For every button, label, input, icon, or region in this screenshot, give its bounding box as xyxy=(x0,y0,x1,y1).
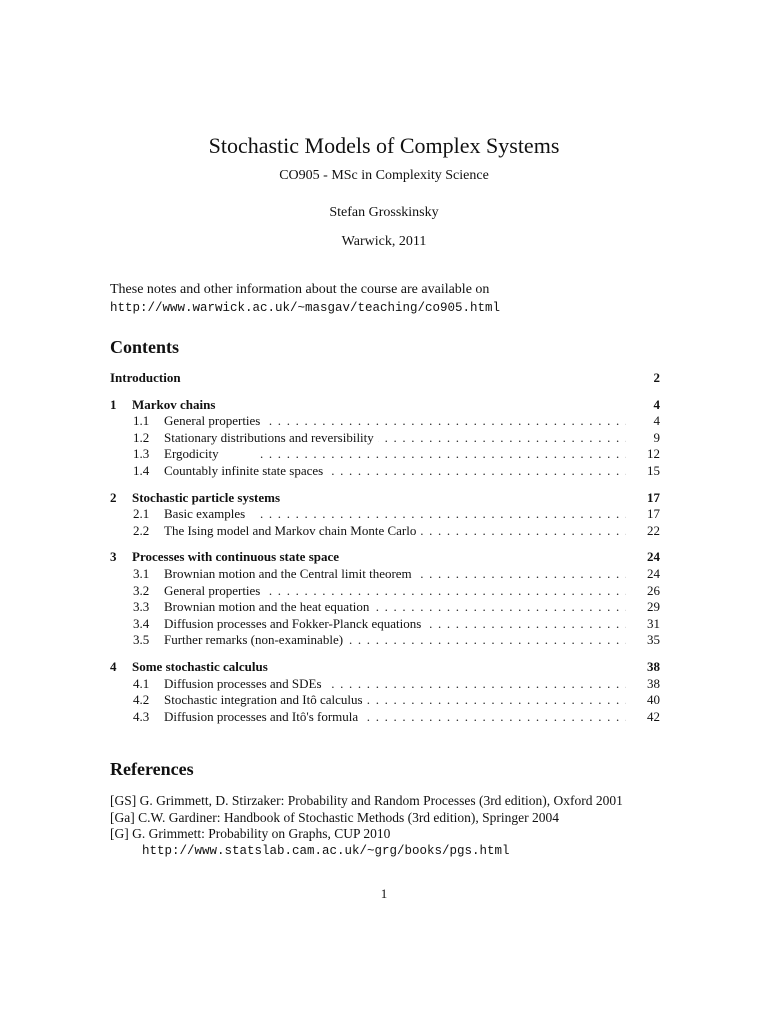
toc-number: 1.3 xyxy=(133,446,150,462)
toc-chapter-block xyxy=(110,659,660,725)
toc-intro-block xyxy=(110,370,660,387)
toc-section-entry[interactable] xyxy=(110,506,660,523)
toc-page: 38 xyxy=(639,676,660,693)
toc-number: 4 xyxy=(110,658,117,674)
toc-section-entry[interactable] xyxy=(110,463,660,480)
toc-number: 1.4 xyxy=(133,462,150,478)
reference-item: [GS] G. Grimmett, D. Stirzaker: Probability and Random Processes (3rd edition), Oxford 2001 xyxy=(110,793,623,808)
toc-label: Countably infinite state spaces xyxy=(164,463,327,480)
toc-label: General properties xyxy=(164,583,264,600)
author: Stefan Grosskinsky xyxy=(329,205,439,220)
toc-label: Basic examples xyxy=(164,506,249,523)
toc-section-entry[interactable] xyxy=(110,523,660,540)
toc-label: General properties xyxy=(164,413,264,430)
toc-label: Brownian motion and the Central limit theorem xyxy=(164,566,416,583)
toc-page: 15 xyxy=(639,463,660,480)
availability-text: These notes and other information about the course are available on xyxy=(110,282,490,297)
page-number: 1 xyxy=(380,886,388,901)
toc-label: Ergodicity xyxy=(164,446,223,463)
reference-item: [G] G. Grimmett: Probability on Graphs, CUP 2010 xyxy=(110,826,391,841)
toc-number: 3.5 xyxy=(133,632,150,648)
toc-number: 2.2 xyxy=(133,522,150,538)
toc-section-entry[interactable] xyxy=(110,709,660,726)
toc-page: 12 xyxy=(639,446,660,463)
toc-section-entry[interactable] xyxy=(110,413,660,430)
toc-number: 1.2 xyxy=(133,429,150,445)
toc-label: Markov chains xyxy=(132,397,219,414)
toc-number: 3.3 xyxy=(133,599,150,615)
toc-chapter-entry[interactable] xyxy=(110,549,660,566)
toc-leader-dots xyxy=(260,506,626,523)
toc-page: 24 xyxy=(639,549,660,566)
toc-page: 17 xyxy=(639,506,660,523)
toc-chapters xyxy=(110,397,660,726)
toc-section-entry[interactable] xyxy=(110,632,660,649)
course-subtitle: CO905 - MSc in Complexity Science xyxy=(279,168,489,183)
toc-chapter-block xyxy=(110,490,660,540)
table-of-contents xyxy=(110,370,660,735)
toc-leader-dots xyxy=(260,446,626,463)
toc-number: 1 xyxy=(110,396,117,412)
toc-page: 2 xyxy=(646,370,661,387)
toc-label: Stationary distributions and reversibility xyxy=(164,430,378,447)
toc-number: 4.1 xyxy=(133,675,150,691)
toc-section-entry[interactable] xyxy=(110,566,660,583)
toc-number: 3.2 xyxy=(133,582,150,598)
toc-label: The Ising model and Markov chain Monte Carlo xyxy=(164,523,420,540)
reference-url-link[interactable]: http://www.statslab.cam.ac.uk/~grg/books/pgs.html xyxy=(142,843,510,858)
toc-section-entry[interactable] xyxy=(110,692,660,709)
place-date: Warwick, 2011 xyxy=(341,234,427,249)
toc-label: Diffusion processes and SDEs xyxy=(164,676,326,693)
toc-label: Diffusion processes and Itô's formula xyxy=(164,709,362,726)
toc-page: 42 xyxy=(639,709,660,726)
toc-section-entry[interactable] xyxy=(110,676,660,693)
contents-heading: Contents xyxy=(110,337,180,357)
document-title: Stochastic Models of Complex Systems xyxy=(208,133,560,158)
references-heading: References xyxy=(110,759,194,779)
toc-label: Further remarks (non-examinable) xyxy=(164,632,347,649)
toc-section-entry[interactable] xyxy=(110,616,660,633)
toc-chapter-block xyxy=(110,549,660,649)
toc-leader-dots xyxy=(260,583,626,600)
toc-page: 26 xyxy=(639,583,660,600)
toc-number: 2 xyxy=(110,489,117,505)
toc-page: 9 xyxy=(646,430,661,447)
toc-chapter-entry[interactable] xyxy=(110,397,660,414)
toc-chapter-block xyxy=(110,397,660,480)
toc-label: Stochastic integration and Itô calculus xyxy=(164,692,367,709)
toc-entry-introduction[interactable] xyxy=(110,370,660,387)
toc-section-entry[interactable] xyxy=(110,599,660,616)
toc-number: 2.1 xyxy=(133,506,150,522)
toc-section-entry[interactable] xyxy=(110,430,660,447)
reference-item: [Ga] C.W. Gardiner: Handbook of Stochastic Methods (3rd edition), Springer 2004 xyxy=(110,809,560,825)
availability-note xyxy=(110,281,500,317)
toc-chapter-entry[interactable] xyxy=(110,659,660,676)
references-list xyxy=(110,793,623,859)
toc-number: 4.2 xyxy=(133,692,150,708)
toc-label: Processes with continuous state space xyxy=(132,549,343,566)
toc-label: Some stochastic calculus xyxy=(132,659,272,676)
toc-number: 1.1 xyxy=(133,413,150,429)
toc-leader-dots xyxy=(260,413,626,430)
toc-page: 31 xyxy=(639,616,660,633)
course-url-link[interactable]: http://www.warwick.ac.uk/~masgav/teaching/co905.html xyxy=(110,301,501,315)
toc-page: 4 xyxy=(646,397,661,414)
toc-page: 35 xyxy=(639,632,660,649)
toc-section-entry[interactable] xyxy=(110,583,660,600)
toc-number: 4.3 xyxy=(133,708,150,724)
toc-page: 38 xyxy=(639,659,660,676)
toc-label: Stochastic particle systems xyxy=(132,490,284,507)
toc-page: 4 xyxy=(646,413,661,430)
toc-chapter-entry[interactable] xyxy=(110,490,660,507)
toc-number: 3.1 xyxy=(133,565,150,581)
toc-page: 24 xyxy=(639,566,660,583)
toc-page: 29 xyxy=(639,599,660,616)
toc-page: 22 xyxy=(639,523,660,540)
toc-page: 17 xyxy=(639,490,660,507)
toc-label: Brownian motion and the heat equation xyxy=(164,599,373,616)
toc-section-entry[interactable] xyxy=(110,446,660,463)
toc-page: 40 xyxy=(639,692,660,709)
toc-number: 3.4 xyxy=(133,615,150,631)
toc-label: Introduction xyxy=(110,370,185,387)
toc-number: 3 xyxy=(110,549,117,565)
toc-label: Diffusion processes and Fokker-Planck equations xyxy=(164,616,425,633)
